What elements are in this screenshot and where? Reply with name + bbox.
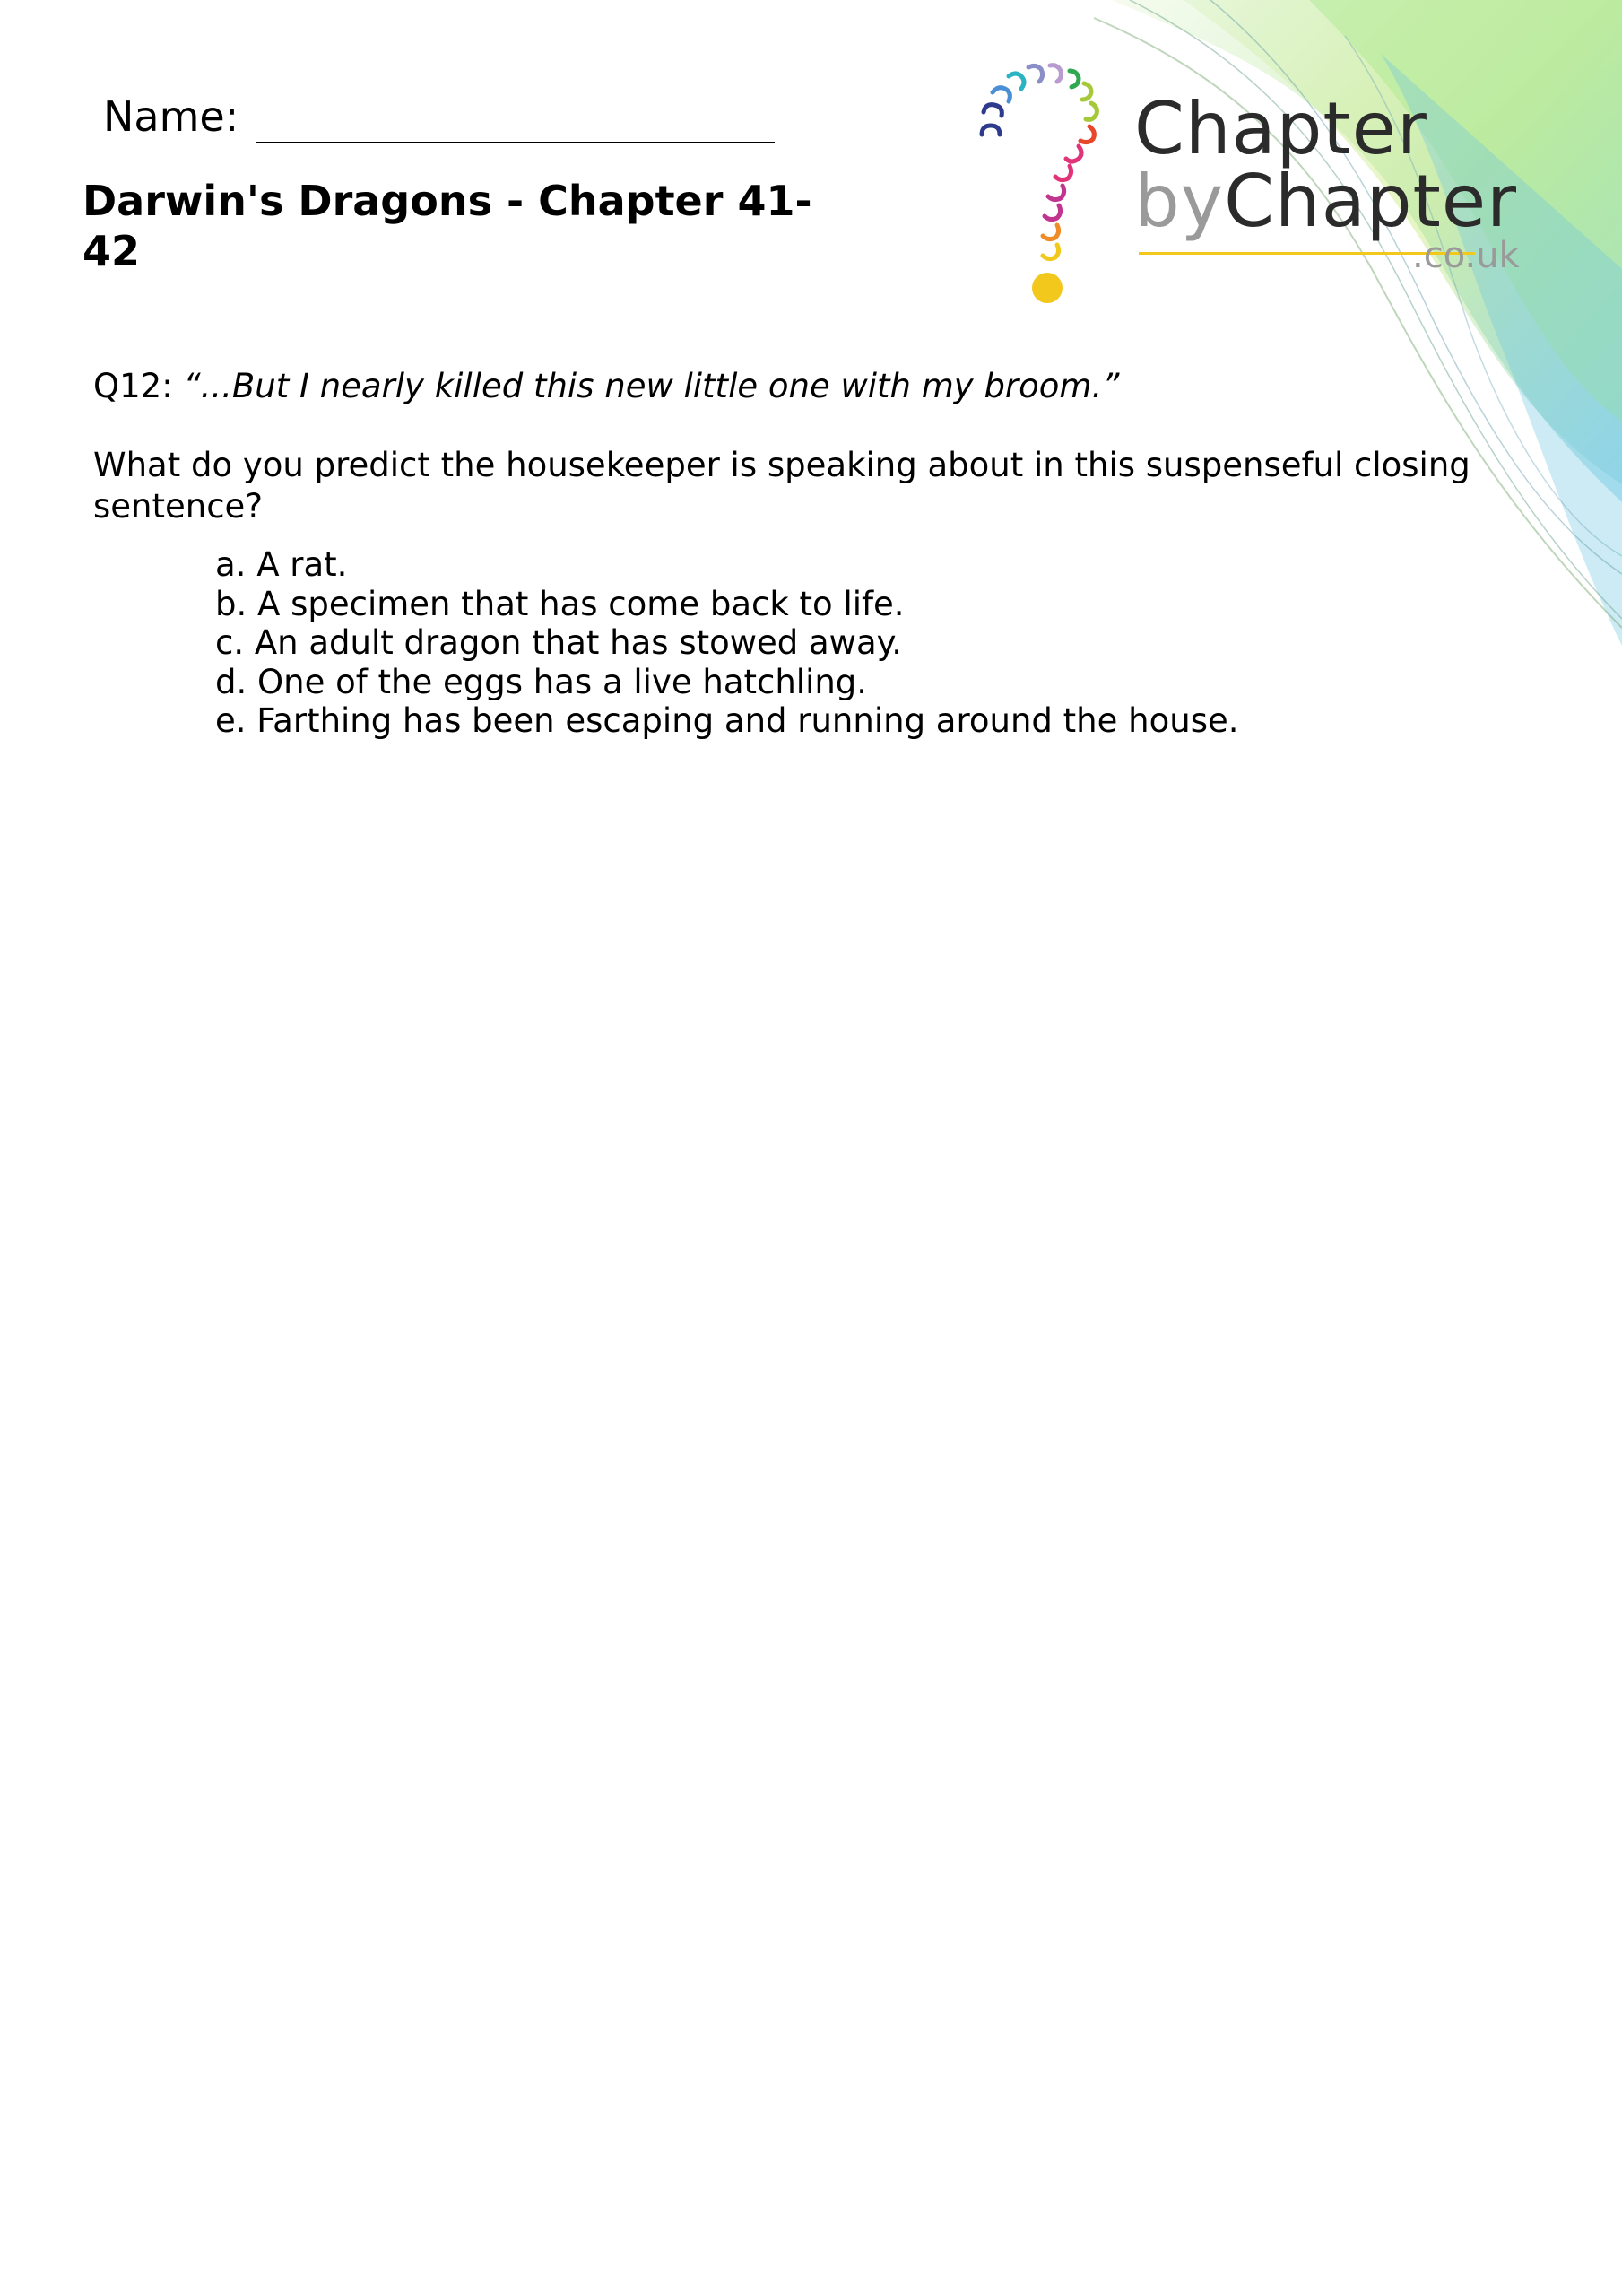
answer-option-d: d. One of the eggs has a live hatchling. — [215, 662, 868, 701]
name-label: Name: — [103, 92, 239, 141]
answer-options — [93, 545, 1492, 741]
question-header — [93, 366, 1492, 407]
answer-option-b: b. A specimen that has come back to life. — [215, 584, 905, 623]
logo-wordmark-line1: Chapter — [1134, 87, 1427, 170]
logo-by: by — [1134, 160, 1225, 243]
question-number: Q12: — [93, 367, 173, 405]
logo-wordmark-line2 — [1134, 160, 1517, 243]
answer-option-e: e. Farthing has been escaping and running around the house. — [215, 701, 1239, 740]
worksheet-title: Darwin's Dragons - Chapter 41-42 — [82, 177, 812, 275]
question-block — [93, 366, 1492, 741]
chapter-by-chapter-logo — [964, 49, 1538, 318]
question-text: What do you predict the housekeeper is speaking about in this suspenseful closing sentence? — [93, 446, 1470, 526]
answer-option-c: c. An adult dragon that has stowed away. — [215, 623, 902, 662]
question-quote: “...But I nearly killed this new little one with my broom.” — [183, 367, 1120, 405]
name-row — [103, 90, 775, 144]
name-write-line — [256, 142, 775, 144]
logo-chapter: Chapter — [1224, 160, 1517, 243]
answer-option-a: a. A rat. — [215, 545, 348, 584]
book-question-mark-icon — [964, 49, 1125, 318]
logo-domain: .co.uk — [1412, 235, 1520, 276]
